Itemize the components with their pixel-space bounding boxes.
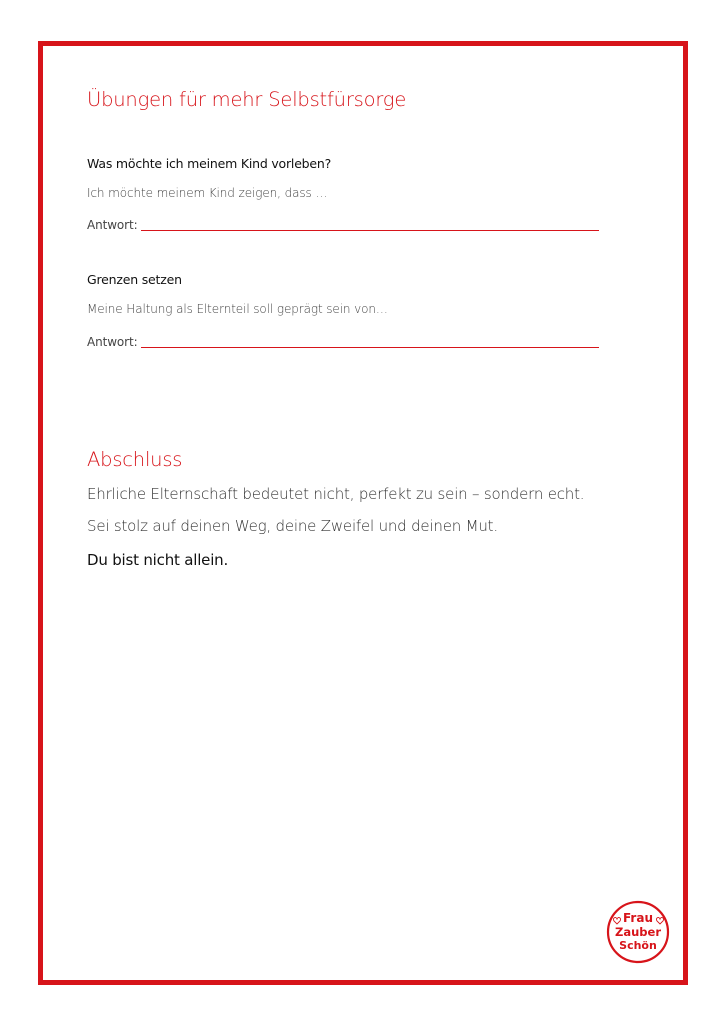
question-2-answer-line[interactable] [141,346,599,348]
page-title: Übungen für mehr Selbstfürsorge [87,88,407,111]
logo-line-1: Frau [623,911,653,925]
frau-zauber-schoen-logo [605,899,671,965]
question-1-answer-label: Antwort: [87,218,138,232]
question-1-answer-row [87,214,607,232]
closing-line-1: Ehrliche Elternschaft bedeutet nicht, perfekt zu sein – sondern echt. [87,485,585,503]
page-border [38,41,688,985]
closing-line-2: Sei stolz auf deinen Weg, deine Zweifel und deinen Mut. [87,517,498,535]
logo-line-3: Schön [619,939,657,952]
question-1-title: Was möchte ich meinem Kind vorleben? [87,156,332,171]
logo-heart-right-icon [656,918,663,924]
question-2-answer-label: Antwort: [87,335,138,349]
question-2-answer-row [87,331,607,349]
question-1-answer-line[interactable] [141,229,599,231]
closing-line-3: Du bist nicht allein. [87,551,229,569]
logo-heart-left-icon [613,918,620,924]
question-2-prompt: Meine Haltung als Elternteil soll geprägt sein von… [87,302,388,316]
question-2-title: Grenzen setzen [87,272,182,287]
question-1-prompt: Ich möchte meinem Kind zeigen, dass … [87,186,328,200]
closing-title: Abschluss [87,448,183,471]
logo-line-2: Zauber [615,925,661,939]
